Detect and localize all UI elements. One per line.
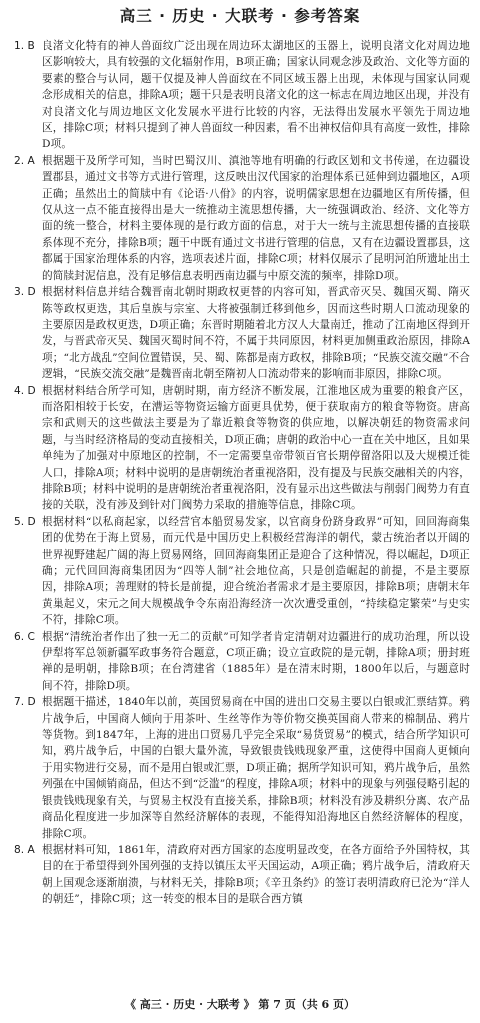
answer-item-5 <box>14 514 470 629</box>
answer-explanation: 根据题干及所学可知，当时巴蜀汉川、滇池等地有明确的行政区划和文书传递，在边疆设置郡县，通过文书等方式进行管理，这反映出汉代国家的治理体系已延伸到边疆地区，A项正确；虽然出土的简牍中有《论语·八佾》的内容，说明儒家思想在边疆地区有所传播，但仅从这一点不能直接得出是大一统推动主流思想传播，大一统强调政治、经济、文化等方面的统一整合，材料主要体现的是行政方面的信息，对于大一统与主流思想传播的直接联系体现不充分，排除B项；题干中既有通过文书进行管理的信息，又有在边疆设置郡县，这都属于国家治理体系的内容，选项表述片面，排除C项；材料仅展示了昆明河泊所遗址出土的简牍封泥信息，没有足够信息表明西南边疆与中原交流的频率，排除D项。 <box>42 154 470 282</box>
answer-item-4 <box>14 383 470 514</box>
answer-item-3 <box>14 284 470 382</box>
page-footer: 《 高三 · 历史 · 大联考 》 第 7 页（共 6 页） <box>124 998 356 1011</box>
answer-explanation: 根据题干描述，1840年以前，英国贸易商在中国的进出口交易主要以白银或汇票结算。鸦片战争后，中国商人倾向于用茶叶、生丝等作为等价物交换英国商人带来的棉制品、鸦片等货物。到1847年，上海的进出口贸易几乎完全采取“易货贸易”的模式，结合所学知识可知，鸦片战争后，中国的白银大量外流，导致银贵钱贱现象严重，这使得中国商人更倾向于用实物进行交易，而不是用白银或汇票，D项正确；据所学知识可知，鸦片战争后，虽然列强在中国倾销商品，但达不到“泛滥”的程度，排除A项；材料中的现象与列强侵略引起的银贵钱贱现象有关，与贸易主权没有直接关系，排除B项；材料没有涉及耕织分离、农产品商品化程度进一步加深等自然经济解体的表现，不能得知沿海地区自然经济解体的程度，排除C项。 <box>42 696 470 840</box>
answer-explanation: 根据材料信息并结合魏晋南北朝时期政权更替的内容可知，晋武帝灭吴、魏国灭蜀、隋灭陈等政权更迭，其后皇族与宗室、大将被强制迁移到他乡，因而这些时期人口流动现象的主要原因是政权更迭，D项正确；东晋时期随着北方汉人大量南迁，推动了江南地区得到开发，与晋武帝灭吴、魏国灭蜀时间不符，不属于共同原因，材料更加侧重政治原因，排除A项；“北方战乱”空间位置错误，吴、蜀、陈都是南方政权，排除B项；“民族交流交融”不合逻辑，“民族交流交融”是魏晋南北朝至隋初人口流动带来的影响而非原因，排除C项。 <box>42 286 470 381</box>
answer-explanation: 根据材料结合所学可知，唐朝时期，南方经济不断发展，江淮地区成为重要的粮食产区，而洛阳相较于长安，在漕运等物资运输方面更具优势，便于获取南方的粮食等物资。唐高宗和武则天的这些做法主要是为了靠近粮食等物资的供应地，以解决朝廷的物资需求问题，与当时经济格局的变动直接相关，D项正确；唐朝的政治中心一直在关中地区，且如果单纯为了加强对中原地区的控制，不一定需要皇帝带领百官长期停留洛阳以及大规模迁徙人口，排除A项；材料中说明的是唐朝统治者重视洛阳，没有提及与民族交融相关的内容，排除B项；材料中说明的是唐朝统治者重视洛阳，没有显示出这些做法与削弱门阀势力有直接的关联，没有涉及到针对门阀势力采取的措施等信息，排除C项。 <box>42 384 470 512</box>
answer-number: 7. D <box>14 696 36 709</box>
answer-number: 1. B <box>14 40 35 52</box>
answer-item-6 <box>14 629 470 695</box>
answer-list <box>14 38 470 908</box>
answer-explanation: 良渚文化特有的神人兽面纹广泛出现在周边环太湖地区的玉器上，说明良渚文化对周边地区影响较大，具有较强的文化辐射作用，B项正确；国家认同观念涉及政治、文化等方面的要素的整合与认同，题干仅提及神人兽面纹在不同区域玉器上出现，未体现与国家认同观念形成相关的信息，排除A项；题干只是表明良渚文化的这一标志在周边地区出现，并没有对良渚文化与周边地区文化发展水平进行比较的内容，无法得出发展水平领先于周边地区，排除C项；材料只提到了神人兽面纹一种因素，看不出神权信仰具有高度一致性，排除D项。 <box>42 40 470 151</box>
answer-number: 6. C <box>14 630 35 643</box>
answer-explanation: 根据“清统治者作出了独一无二的贡献”可知学者肯定清朝对边疆进行的成功治理，所以设伊犁将军总领新疆军政事务符合题意，C项正确；设立宣政院的是元朝，排除A项；册封班禅的是明朝，排除B项；在台湾建省（1885年）是在清末时期，1800年以后，与题意时间不符，排除D项。 <box>42 630 470 692</box>
answer-item-7 <box>14 694 470 842</box>
answer-number: 2. A <box>14 154 35 167</box>
answer-number: 3. D <box>14 286 36 299</box>
answer-number: 4. D <box>14 384 36 397</box>
answer-explanation: 根据材料“以私商起家，以经营官本船贸易发家，以官商身份跻身政界”可知，回回海商集团的优势在于海上贸易，而元代是中国历史上积极经营海洋的朝代，蒙古统治者以开阔的世界视野建起广阔的海上贸易网络，回回海商集团正是迎合了这种情况，得以崛起，D项正确；元代回回海商集团因为“四等人制”社会地位高，只是创造崛起的前提，不是主要原因，排除A项；善理财的特长是前提，迎合统治者需求才是主要原因，排除B项；唐朝末年黄巢起义，宋元之间大规模战争令东南沿海经济一次次遭受重创，“持续稳定繁荣”与史实不符，排除C项。 <box>42 515 470 627</box>
answer-number: 8. A <box>14 843 35 856</box>
page-title: 高三 · 历史 · 大联考 · 参考答案 <box>119 7 361 25</box>
answer-item-1 <box>14 38 470 153</box>
answer-item-2 <box>14 153 470 284</box>
answer-explanation: 根据材料可知，1861年，清政府对西方国家的态度明显改变，在各方面给予外国特权，其目的在于希望得到外国列强的支持以镇压太平天国运动，A项正确；鸦片战争后，清政府天朝上国观念逐渐崩溃，与材料无关，排除B项；《辛丑条约》的签订表明清政府已沦为“洋人的朝廷”，排除C项；这一转变的根本目的是联合西方镇 <box>42 843 470 906</box>
answer-item-8 <box>14 842 470 908</box>
answer-number: 5. D <box>14 515 36 528</box>
